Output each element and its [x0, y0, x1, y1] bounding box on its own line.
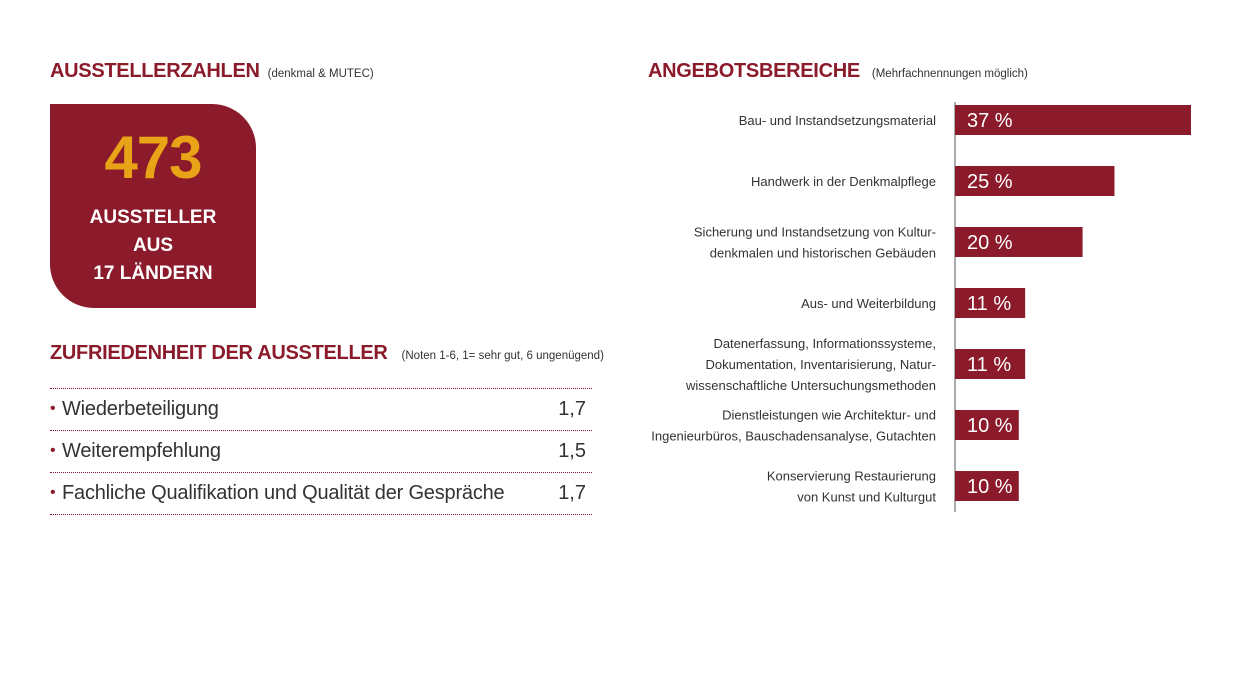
exhibitor-count: 473	[104, 124, 202, 191]
category-label	[685, 336, 936, 393]
category-label-line: Dienstleistungen wie Architektur- und	[722, 407, 936, 423]
category-label-line: Dokumentation, Inventarisierung, Natur-	[705, 357, 936, 372]
category-label-line: Bau- und Instandsetzungsmaterial	[738, 113, 936, 128]
exhibitor-line-2: AUS	[132, 235, 174, 256]
satisfaction-heading-note: (Noten 1-6, 1= sehr gut, 6 ungenügend)	[401, 350, 604, 362]
bar-value-label: 20 %	[967, 232, 1013, 254]
category-label	[651, 408, 936, 444]
bar-value-label: 11 %	[967, 354, 1012, 376]
offer-heading-note: (Mehrfachnennungen möglich)	[871, 68, 1028, 80]
satisfaction-label: Fachliche Qualifikation und Qualität der Gespräche	[62, 482, 505, 504]
exhibitors-heading-note: (denkmal & MUTEC)	[267, 68, 374, 80]
category-label-line: Handwerk in der Denkmalpflege	[751, 174, 936, 189]
bar-value-label: 10 %	[967, 415, 1013, 437]
category-label-line: Ingenieurbüros, Bauschadensanalyse, Gutachten	[651, 428, 936, 444]
bar-value-label: 10 %	[967, 476, 1013, 498]
bullet-icon: •	[50, 400, 56, 417]
category-label-line: von Kunst und Kulturgut	[797, 489, 936, 505]
bar-value-label: 25 %	[967, 171, 1013, 193]
satisfaction-score: 1,7	[558, 482, 586, 504]
category-label	[751, 174, 936, 189]
category-label	[739, 113, 936, 128]
bar-value-label: 37 %	[967, 110, 1013, 132]
category-label-line: Aus- und Weiterbildung	[801, 296, 936, 311]
category-label	[801, 296, 936, 311]
satisfaction-label: Wiederbeteiligung	[62, 398, 219, 420]
bullet-icon: •	[50, 442, 56, 459]
category-label	[694, 225, 936, 261]
category-label-line: wissenschaftliche Untersuchungsmethoden	[685, 378, 936, 393]
chart-bars	[651, 105, 1191, 505]
exhibitor-line-3: 17 LÄNDERN	[93, 263, 213, 284]
category-label-line: denkmalen und historischen Gebäuden	[709, 245, 936, 261]
exhibitor-line-1: AUSSTELLER	[89, 207, 217, 228]
category-label-line: Konservierung Restaurierung	[766, 468, 936, 484]
category-label-line: Datenerfassung, Informationssysteme,	[713, 336, 936, 351]
exhibitors-heading-title: AUSSTELLERZAHLEN	[50, 60, 260, 82]
category-label	[767, 469, 936, 505]
bar-value-label: 11 %	[967, 293, 1012, 315]
bullet-icon: •	[50, 484, 56, 501]
offer-heading-title: ANGEBOTSBEREICHE	[648, 60, 860, 82]
satisfaction-heading-title: ZUFRIEDENHEIT DER AUSSTELLER	[50, 342, 388, 364]
category-label-line: Sicherung und Instandsetzung von Kultur-	[693, 224, 936, 240]
satisfaction-score: 1,5	[558, 440, 586, 462]
satisfaction-label: Weiterempfehlung	[62, 440, 221, 462]
satisfaction-score: 1,7	[558, 398, 586, 420]
